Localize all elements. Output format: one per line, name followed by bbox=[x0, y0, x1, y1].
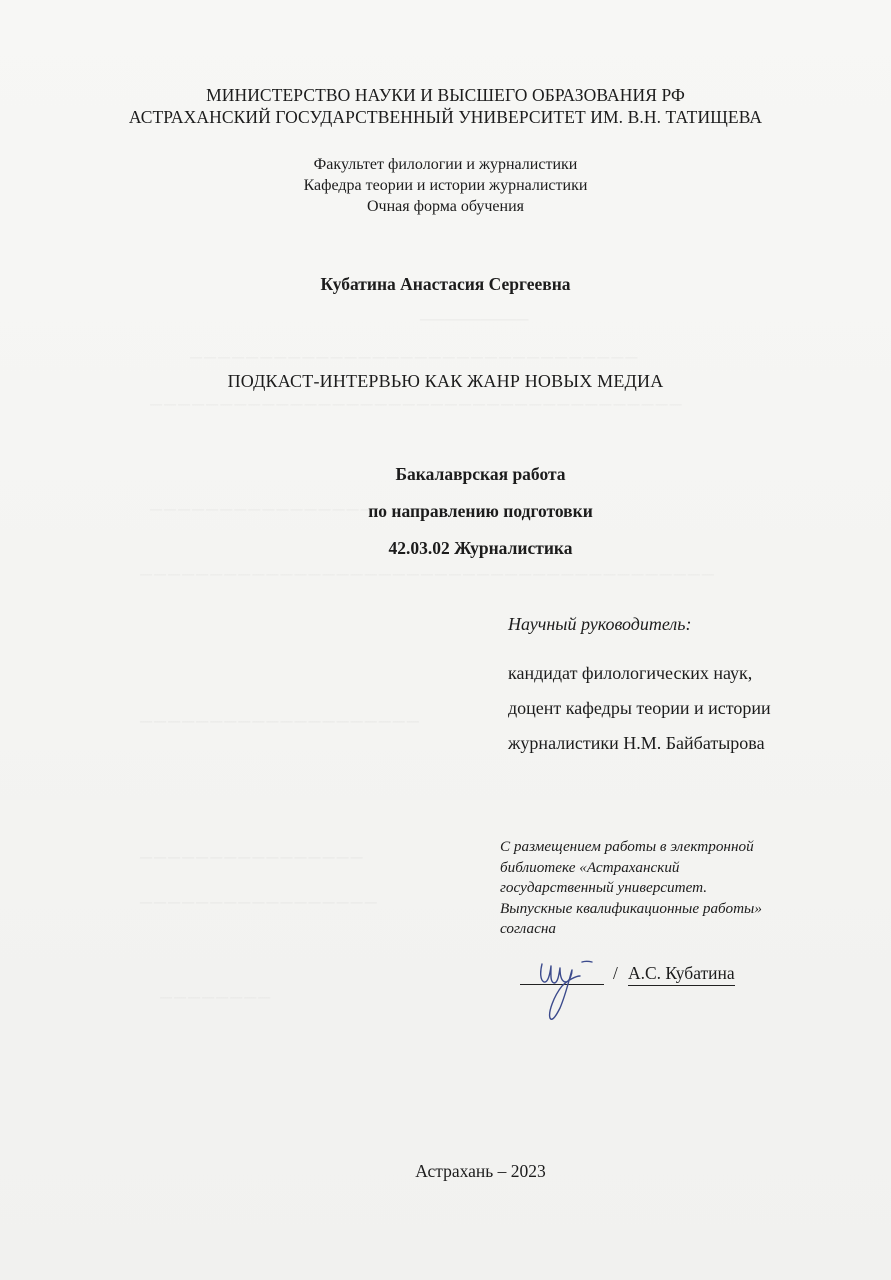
supervisor-position: доцент кафедры теории и истории bbox=[508, 698, 771, 718]
bleed-through-text bbox=[140, 893, 379, 913]
bleed-through-text bbox=[140, 848, 365, 868]
consent-line: С размещением работы в электронной bbox=[500, 838, 754, 855]
consent-line: согласна bbox=[500, 920, 556, 937]
bleed-through-text bbox=[420, 310, 528, 330]
signatory-name: А.С. Кубатина bbox=[628, 963, 735, 986]
bleed-through-text bbox=[140, 712, 421, 732]
university-name: АСТРАХАНСКИЙ ГОСУДАРСТВЕННЫЙ УНИВЕРСИТЕТ ИМ. В.Н. ТАТИЩЕВА bbox=[128, 107, 763, 127]
handwritten-signature bbox=[530, 950, 610, 1028]
work-type-block bbox=[0, 456, 891, 567]
place-and-year: Астрахань – 2023 bbox=[415, 1161, 546, 1181]
consent-line: Выпускные квалификационные работы» bbox=[500, 899, 762, 917]
faculty-name: Факультет филологии и журналистики bbox=[313, 156, 578, 173]
department-name: Кафедра теории и истории журналистики bbox=[303, 177, 588, 194]
supervisor-label: Научный руководитель: bbox=[508, 614, 692, 634]
bleed-through-text bbox=[190, 348, 639, 368]
author-name: Кубатина Анастасия Сергеевна bbox=[320, 274, 571, 294]
work-type: Бакалаврская работа bbox=[395, 464, 566, 484]
supervisor-block bbox=[508, 614, 771, 761]
thesis-title: ПОДКАСТ-ИНТЕРВЬЮ КАК ЖАНР НОВЫХ МЕДИА bbox=[227, 371, 664, 391]
supervisor-degree: кандидат филологических наук, bbox=[508, 663, 753, 683]
supervisor-name: журналистики Н.М. Байбатырова bbox=[508, 733, 765, 753]
faculty-info bbox=[0, 154, 891, 217]
consent-line: государственный университет. bbox=[500, 879, 708, 896]
ministry-name: МИНИСТЕРСТВО НАУКИ И ВЫСШЕГО ОБРАЗОВАНИЯ РФ bbox=[206, 85, 685, 105]
consent-statement bbox=[500, 837, 820, 940]
bleed-through-text bbox=[150, 395, 684, 415]
work-direction: по направлению подготовки bbox=[368, 501, 593, 521]
institution-header bbox=[0, 84, 891, 128]
work-specialty: 42.03.02 Журналистика bbox=[388, 538, 573, 558]
study-form: Очная форма обучения bbox=[366, 198, 525, 215]
bleed-through-text bbox=[140, 565, 716, 585]
bleed-through-text bbox=[160, 988, 272, 1008]
signature-separator: / bbox=[613, 963, 618, 983]
consent-line: библиотеке «Астраханский bbox=[500, 858, 680, 876]
